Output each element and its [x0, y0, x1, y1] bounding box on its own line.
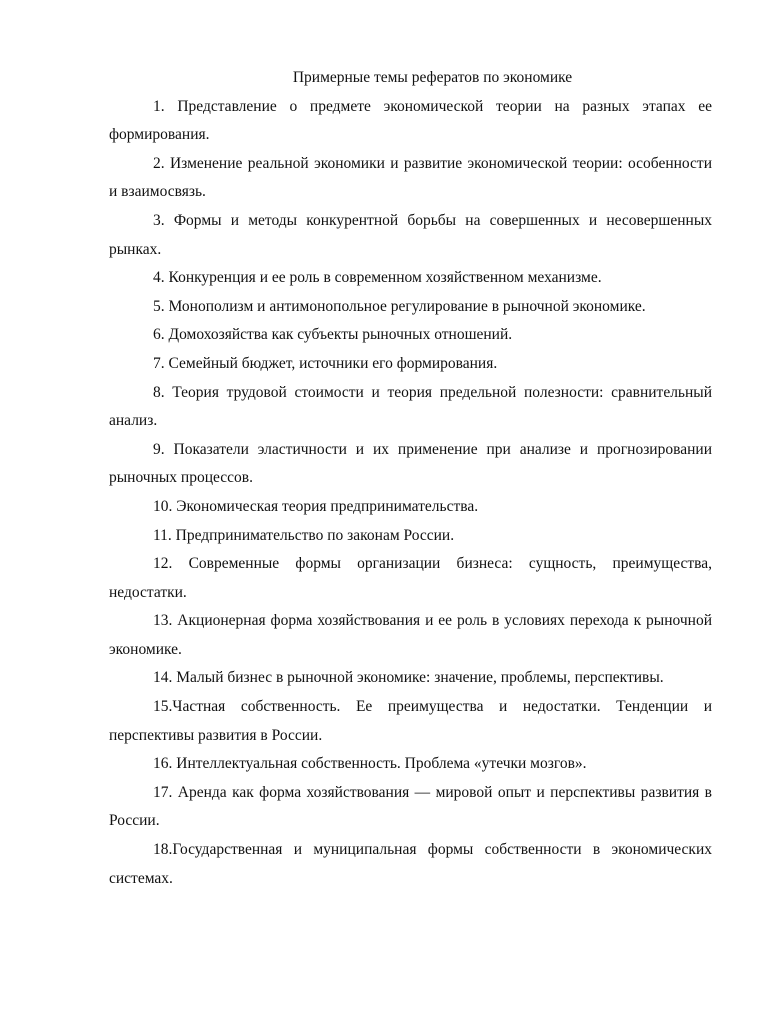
- topic-item: 5. Монополизм и антимонопольное регулирование в рыночной экономике.: [153, 297, 646, 315]
- topic-item: 2. Изменение реальной экономики и развитие экономической теории: особенности и взаимосвязь.: [109, 154, 712, 201]
- topic-item: 9. Показатели эластичности и их применение при анализе и прогнозировании рыночных процессов.: [109, 440, 712, 487]
- topic-item: 15.Частная собственность. Ее преимущества и недостатки. Тенденции и перспективы развития в России.: [109, 698, 712, 744]
- document-body: [109, 64, 712, 893]
- topic-item: 4. Конкуренция и ее роль в современном хозяйственном механизме.: [153, 269, 602, 287]
- document-title: Примерные темы рефератов по экономике: [292, 69, 573, 86]
- topic-item: 11. Предпринимательство по законам России.: [153, 526, 455, 544]
- topic-item: 7. Семейный бюджет, источники его формирования.: [153, 354, 498, 372]
- topic-item: 10. Экономическая теория предпринимательства.: [153, 497, 479, 515]
- topic-item: 6. Домохозяйства как субъекты рыночных отношений.: [153, 326, 513, 344]
- topic-item: 17. Аренда как форма хозяйствования — мировой опыт и перспективы развития в России.: [109, 783, 712, 830]
- topic-item: 16. Интеллектуальная собственность. Проблема «утечки мозгов».: [153, 755, 587, 773]
- topic-item: 1. Представление о предмете экономической теории на разных этапах ее формирования.: [109, 97, 712, 144]
- topic-item: 8. Теория трудовой стоимости и теория предельной полезности: сравнительный анализ.: [109, 383, 712, 430]
- topic-item: 13. Акционерная форма хозяйствования и ее роль в условиях перехода к рыночной экономике.: [109, 612, 712, 658]
- topic-item: 18.Государственная и муниципальная формы собственности в экономических системах.: [109, 841, 712, 887]
- topic-item: 3. Формы и методы конкурентной борьбы на совершенных и несовершенных рынках.: [109, 211, 712, 258]
- topic-item: 14. Малый бизнес в рыночной экономике: значение, проблемы, перспективы.: [153, 669, 664, 687]
- topic-list: [109, 93, 712, 894]
- topic-item: 12. Современные формы организации бизнеса: сущность, преимущества, недостатки.: [109, 555, 712, 601]
